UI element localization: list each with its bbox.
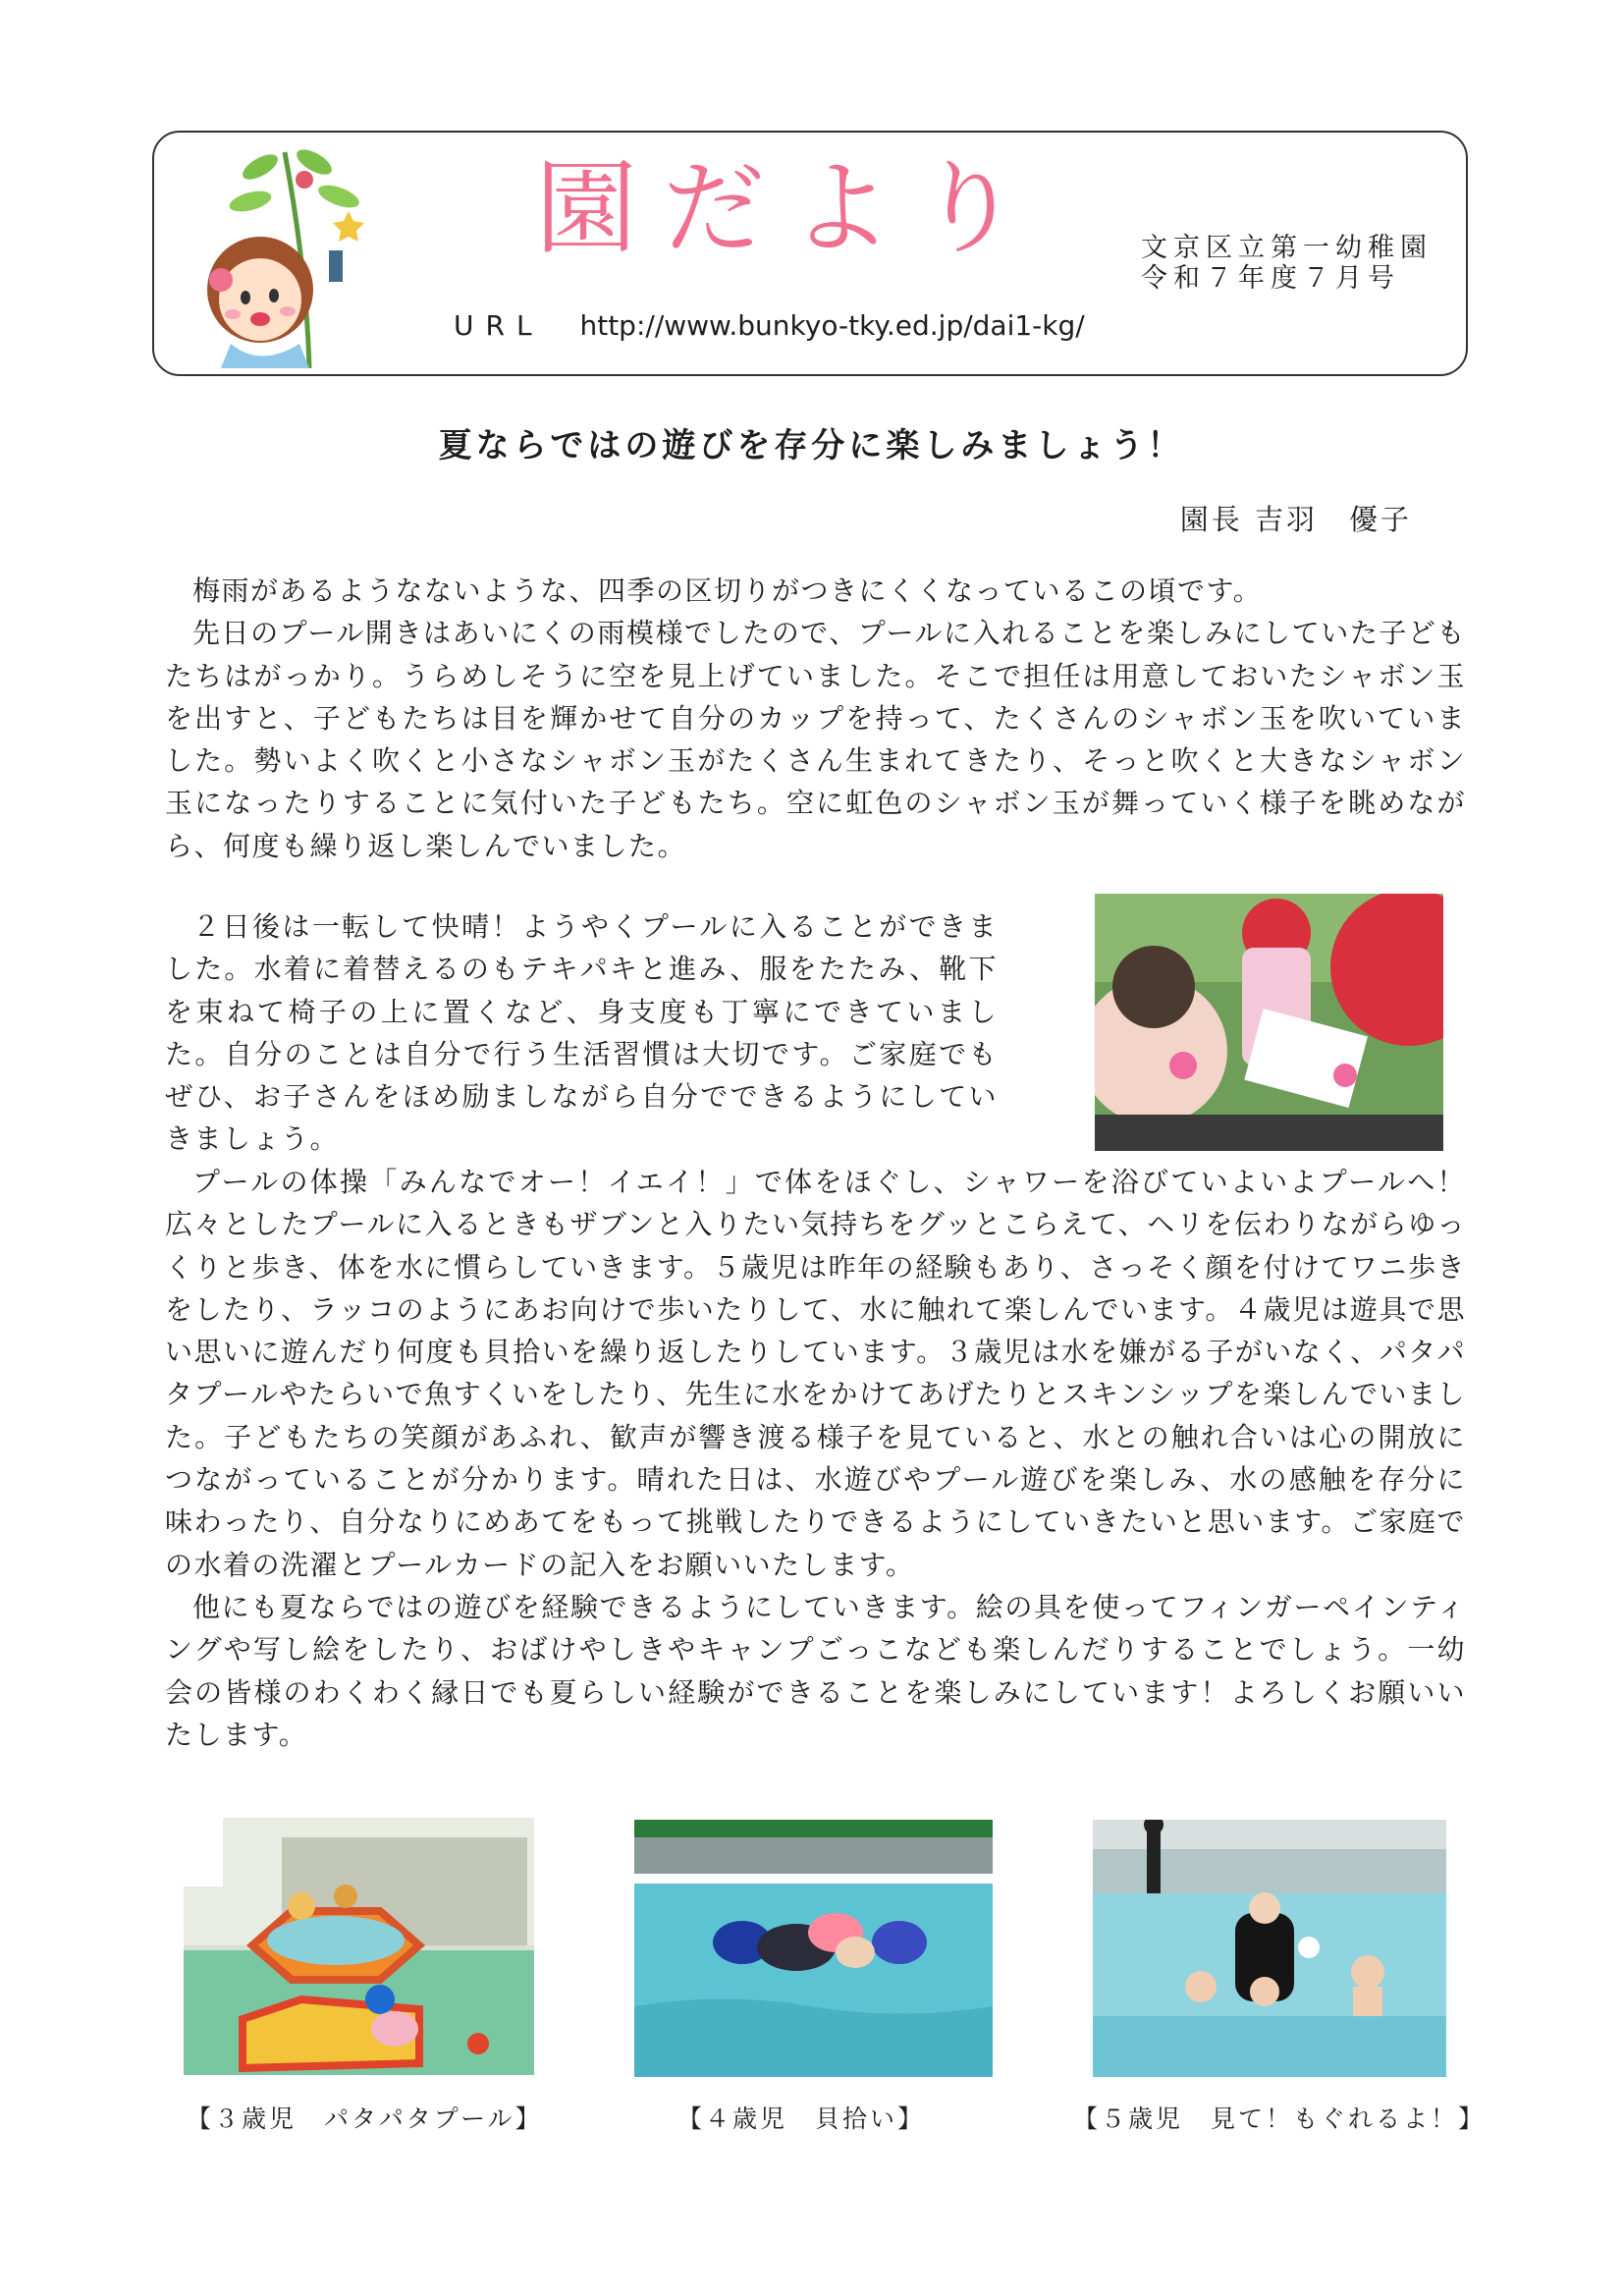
photo-3yo-pool [184,1818,534,2075]
url-row [454,309,1085,342]
mascot-girl-with-bamboo-illustration [191,142,378,368]
paragraph: 他にも夏ならではの遊びを経験できるようにしていきます。絵の具を使ってフィンガーペインティングや写し絵をしたり、おばけやしきやキャンプごっこなども楽しんだりすることでしょう。一幼会の皆様のわくわく縁日でも夏らしい経験ができることを楽しみにしています！よろしくお願いいたします。 [165,1590,1466,1751]
photo-children-bubbles [1095,894,1443,1151]
paragraph: プールの体操「みんなでオー！イエイ！」で体をほぐし、シャワーを浴びていよいよプールへ！広々としたプールに入るときもザブンと入りたい気持ちをグッとこらえて、ヘリを伝わりながらゆっくりと歩き、体を水に慣らしていきます。５歳児は昨年の経験もあり、さっそく顔を付けてワニ歩きをしたり、ラッコのようにあお向けで歩いたりして、水に触れて楽しんでいます。４歳児は遊具で思い思いに遊んだり何度も貝拾いを繰り返したりしています。３歳児は水を嫌がる子がいなく、パタパタプールやたらいで魚すくいをしたり、先生に水をかけてあげたりとスキンシップを楽しんでいました。子どもたちの笑顔があふれ、歓声が響き渡る様子を見ていると、水との触れ合いは心の開放につながっていることが分かります。晴れた日は、水遊びやプール遊びを楽しみ、水の感触を存分に味わったり、自分なりにめあてをもって挑戦したりできるようにしていきたいと思います。ご家庭での水着の洗濯とプールカードの記入をお願いいたします。 [165,1166,1466,1581]
url-label: URL [454,309,544,342]
school-url-link[interactable]: http://www.bunkyo-tky.ed.jp/dai1-kg/ [579,309,1085,342]
newsletter-title: 園だより [535,148,1047,268]
photo-5yo-diving [1093,1820,1446,2077]
article-body-section-3 [165,1161,1466,1756]
paragraph: 梅雨があるようなないような、四季の区切りがつきにくくなっているこの頃です。 [192,574,1263,607]
article-body-section-2 [165,905,998,1161]
photo-caption: 【５歳児 見て！もぐれるよ！】 [1073,2105,1487,2133]
school-name: 文京区立第一幼稚園 [1141,233,1433,263]
photo-4yo-shell-collecting [634,1820,993,2077]
photo-caption: 【３歳児 パタパタプール】 [187,2105,543,2133]
article-headline: 夏ならではの遊びを存分に楽しみましょう！ [438,426,1185,465]
paragraph: 先日のプール開きはあいにくの雨模様でしたので、プールに入れることを楽しみにしていた子どもたちはがっかり。うらめしそうに空を見上げていました。そこで担任は用意しておいたシャボン玉を出すと、子どもたちは目を輝かせて自分のカップを持って、たくさんのシャボン玉を吹いていました。勢いよく吹くと小さなシャボン玉がたくさん生まれてきたり、そっと吹くと大きなシャボン玉になったりすることに気付いた子どもたち。空に虹色のシャボン玉が舞っていく様子を眺めながら、何度も繰り返し楽しんでいました。 [165,617,1466,862]
issue-label: 令和７年度７月号 [1141,263,1400,294]
paragraph: ２日後は一転して快晴！ようやくプールに入ることができました。水着に着替えるのもテキパキと進み、服をたたみ、靴下を束ねて椅子の上に置くなど、身支度も丁寧にできていました。自分のことは自分で行う生活習慣は大切です。ご家庭でもぜひ、お子さんをほめ励ましながら自分でできるようにしていきましょう。 [165,910,998,1156]
article-body-section-1 [165,570,1466,867]
photo-caption: 【４歳児 貝拾い】 [677,2105,926,2133]
principal-byline: 園長 吉羽 優子 [1179,503,1412,536]
